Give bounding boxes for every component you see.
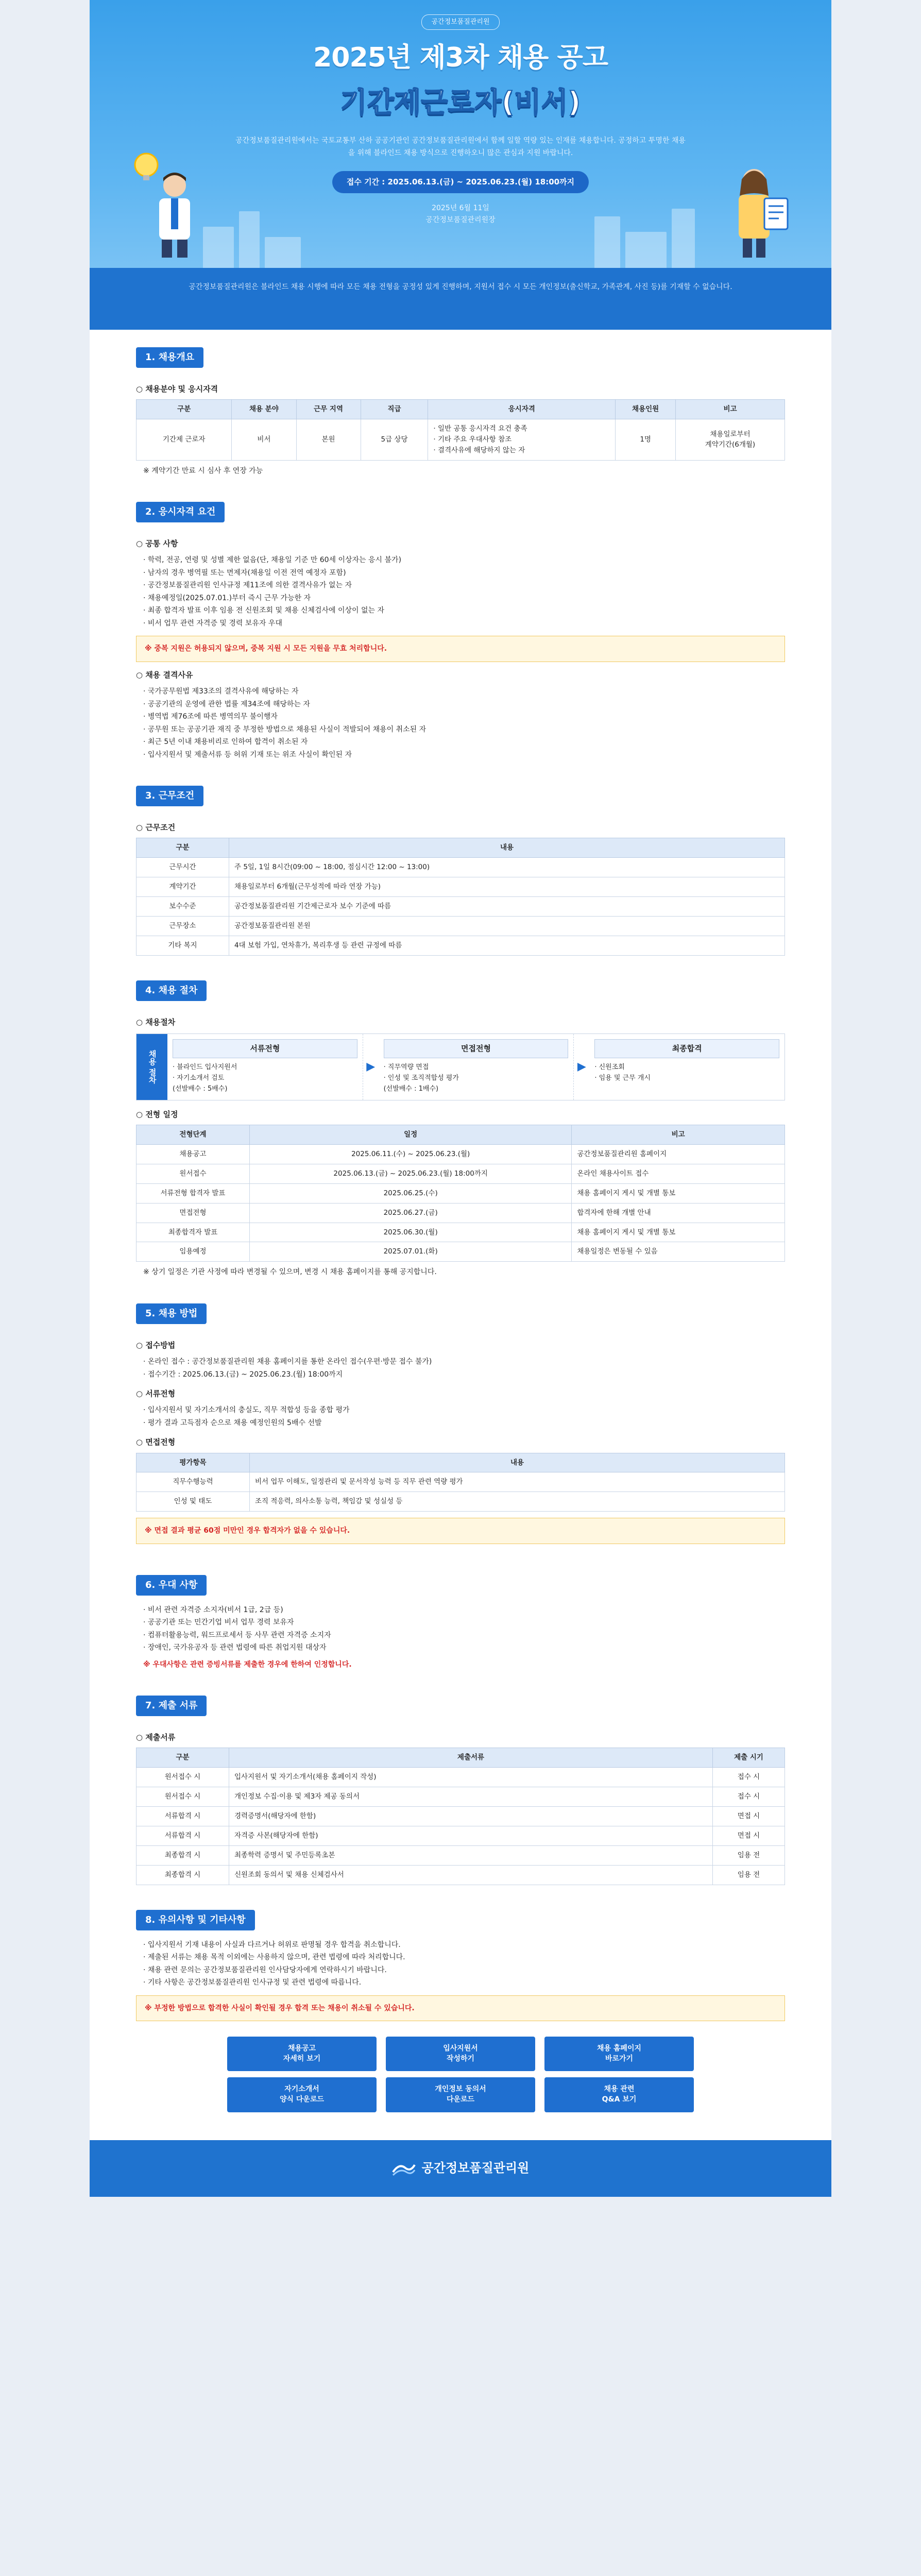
table-cell: 신원조회 동의서 및 채용 신체검사서 (229, 1865, 713, 1885)
action-buttons (136, 2037, 785, 2112)
warning-box (136, 1518, 785, 1544)
warning-box (136, 636, 785, 662)
org-logo-icon (392, 2161, 416, 2176)
table-header: 평가항목 (137, 1453, 250, 1472)
table-cell: 공간정보품질관리원 홈페이지 (572, 1144, 785, 1164)
table-row (137, 858, 785, 877)
warning-span: ※ 우대사항은 관련 증빙서류를 제출한 경우에 한하여 인정합니다. (143, 1660, 352, 1669)
list-item: · 장애인, 국가유공자 등 관련 법령에 따른 취업지원 대상자 (136, 1641, 785, 1654)
list-item: · 입사지원서 및 제출서류 등 허위 기재 또는 위조 사실이 확인된 자 (136, 749, 785, 761)
table-cell: 조직 적응력, 의사소통 능력, 책임감 및 성실성 등 (250, 1492, 785, 1512)
table-cell: · 일반 공통 응시자격 요건 충족 · 기타 주요 우대사항 참조 · 결격사유에 해당하지 않는 자 (428, 419, 616, 461)
privacy-consent-download-button[interactable]: 개인정보 동의서 다운로드 (386, 2077, 535, 2112)
table-row (137, 897, 785, 917)
table-cell: 공간정보품질관리원 기간제근로자 보수 기준에 따름 (229, 897, 785, 917)
table-cell: 2025.06.30.(월) (250, 1223, 572, 1242)
table-cell: 임용 전 (713, 1865, 785, 1885)
table-header: 내용 (229, 838, 785, 858)
table-cell: 본원 (296, 419, 361, 461)
section-title: 1. 채용개요 (136, 347, 203, 368)
cover-letter-download-button[interactable]: 자기소개서 양식 다운로드 (227, 2077, 377, 2112)
table-cell: 채용공고 (137, 1144, 250, 1164)
table-cell: 인성 및 태도 (137, 1492, 250, 1512)
warning-box (136, 1995, 785, 2022)
person-with-document-icon (718, 149, 795, 258)
section-working-conditions (90, 768, 831, 963)
list-item: · 비서 업무 관련 자격증 및 경력 보유자 우대 (136, 617, 785, 630)
table-header: 채용인원 (616, 400, 676, 419)
table-cell: 주 5일, 1일 8시간(09:00 ~ 18:00, 점심시간 12:00 ~ 13:00) (229, 858, 785, 877)
table-row (137, 1203, 785, 1223)
subsection-title: ○ 면접전형 (136, 1436, 785, 1448)
table-row (137, 419, 785, 461)
table-row (137, 1472, 785, 1492)
table-cell: 원서접수 시 (137, 1787, 229, 1807)
list-item: · 공무원 또는 공공기관 재직 중 부정한 방법으로 채용된 사실이 적발되어 채용이 취소된 자 (136, 723, 785, 736)
table-cell: 온라인 채용사이트 접수 (572, 1164, 785, 1183)
table-header: 제출 시기 (713, 1748, 785, 1768)
table-row (137, 1223, 785, 1242)
arrow-right-icon: ▶ (577, 1060, 586, 1073)
table-cell: 2025.06.27.(금) (250, 1203, 572, 1223)
subsection-title: ○ 채용분야 및 응시자격 (136, 383, 785, 395)
table-cell: 개인정보 수집·이용 및 제3자 제공 동의서 (229, 1787, 713, 1807)
application-period: 접수 기간 : 2025.06.13.(금) ~ 2025.06.23.(월) 18:00까지 (332, 171, 589, 193)
list-item: · 입사지원서 및 자기소개서의 충실도, 직무 적합성 등을 종합 평가 (136, 1404, 785, 1417)
table-cell: 서류합격 시 (137, 1826, 229, 1846)
section-notes (90, 1892, 831, 2140)
position-table (136, 399, 785, 461)
list-item: · 입사지원서 기재 내용이 사실과 다르거나 허위로 판명될 경우 합격을 취소합니다. (136, 1939, 785, 1952)
list-item: · 제출된 서류는 채용 목적 이외에는 사용하지 않으며, 관련 법령에 따라 처리합니다. (136, 1951, 785, 1964)
table-cell: 채용일로부터 6개월(근무성적에 따라 연장 가능) (229, 877, 785, 897)
table-cell: 비서 업무 이해도, 일정관리 및 문서작성 능력 등 직무 관련 역량 평가 (250, 1472, 785, 1492)
section-procedure (90, 963, 831, 1286)
note-text: ※ 상기 일정은 기관 사정에 따라 변경될 수 있으며, 변경 시 채용 홈페이지를 통해 공지합니다. (143, 1268, 437, 1277)
table-header: 채용 분야 (232, 400, 296, 419)
section-eligibility (90, 484, 831, 768)
hero-intro: 공간정보품질관리원에서는 국토교통부 산하 공공기관인 공간정보품질관리원에서 함께 일할 역량 있는 인재를 채용합니다. 공정하고 투명한 채용을 위해 블라인드 채용 방식으로 진행하오니 많은 관심과 지원 바랍니다. (235, 137, 686, 158)
table-cell: 근무시간 (137, 858, 229, 877)
hero-subtitle: 기간제근로자(비서) (340, 86, 581, 118)
table-row (137, 1492, 785, 1512)
table-cell: 합격자에 한해 개별 안내 (572, 1203, 785, 1223)
table-header: 구분 (137, 400, 232, 419)
table-row (137, 1144, 785, 1164)
section-overview (90, 330, 831, 484)
table-cell: 2025.06.11.(수) ~ 2025.06.23.(월) (250, 1144, 572, 1164)
list-item: · 최종 합격자 발표 이후 임용 전 신원조회 및 채용 신체검사에 이상이 없는 자 (136, 604, 785, 617)
table-cell: 5급 상당 (361, 419, 428, 461)
table-header: 직급 (361, 400, 428, 419)
arrow-right-icon: ▶ (366, 1060, 376, 1073)
table-row (137, 1845, 785, 1865)
section-title: 3. 근무조건 (136, 786, 203, 806)
warning-text: ※ 중복 지원은 허용되지 않으며, 중복 지원 시 모든 지원을 무효 처리합니다. (145, 645, 387, 653)
table-cell: 임용예정 (137, 1242, 250, 1262)
section-documents (90, 1678, 831, 1892)
table-row (137, 877, 785, 897)
table-cell: 1명 (616, 419, 676, 461)
recruitment-notice (90, 0, 831, 2197)
list-item: · 채용 관련 문의는 공간정보품질관리원 인사담당자에게 연락하시기 바랍니다. (136, 1964, 785, 1977)
person-with-lightbulb-icon (126, 149, 203, 258)
list-item: · 최근 5년 이내 채용비리로 인하여 합격이 취소된 자 (136, 736, 785, 749)
section-title: 2. 응시자격 요건 (136, 502, 225, 522)
table-header: 구분 (137, 838, 229, 858)
subsection-title: ○ 채용 결격사유 (136, 669, 785, 681)
table-cell: 기타 복지 (137, 936, 229, 955)
list-item: · 공간정보품질관리원 인사규정 제11조에 의한 결격사유가 없는 자 (136, 579, 785, 592)
list-item: · 공공기관 또는 민간기업 비서 업무 경력 보유자 (136, 1616, 785, 1629)
procedure-flow (136, 1033, 785, 1100)
list-item: · 비서 관련 자격증 소지자(비서 1급, 2급 등) (136, 1604, 785, 1617)
table-header: 내용 (250, 1453, 785, 1472)
hero-banner (90, 0, 831, 330)
subsection-title: ○ 접수방법 (136, 1340, 785, 1351)
table-cell: 채용 홈페이지 게시 및 개별 통보 (572, 1223, 785, 1242)
step-description: · 신원조회 · 임용 및 근무 개시 (594, 1063, 651, 1082)
table-cell: 채용 홈페이지 게시 및 개별 통보 (572, 1183, 785, 1203)
table-cell: 임용 전 (713, 1845, 785, 1865)
list-item: · 평가 결과 고득점자 순으로 채용 예정인원의 5배수 선발 (136, 1417, 785, 1430)
procedure-label: 채용 절차 (137, 1034, 167, 1100)
schedule-table (136, 1125, 785, 1262)
section-method (90, 1286, 831, 1557)
table-row (137, 1183, 785, 1203)
table-cell: 입사지원서 및 자기소개서(채용 홈페이지 작성) (229, 1768, 713, 1787)
table-cell: 직무수행능력 (137, 1472, 250, 1492)
list-item: · 기타 사항은 공간정보품질관리원 인사규정 및 관련 법령에 따릅니다. (136, 1976, 785, 1989)
step-title: 최종합격 (594, 1039, 779, 1058)
section-title: 7. 제출 서류 (136, 1696, 207, 1716)
table-cell: 원서접수 시 (137, 1768, 229, 1787)
table-cell: 2025.06.13.(금) ~ 2025.06.23.(월) 18:00까지 (250, 1164, 572, 1183)
subsection-title: ○ 서류전형 (136, 1388, 785, 1400)
list-item: · 남자의 경우 병역필 또는 면제자(채용일 이전 전역 예정자 포함) (136, 567, 785, 580)
page-footer (90, 2140, 831, 2197)
table-cell: 비서 (232, 419, 296, 461)
table-cell: 4대 보험 가입, 연차휴가, 복리후생 등 관련 규정에 따름 (229, 936, 785, 955)
announcement-info: 2025년 6월 11일 공간정보품질관리원장 (425, 204, 496, 224)
recruit-homepage-button[interactable]: 채용 홈페이지 바로가기 (544, 2037, 694, 2071)
table-cell: 최종합격자 발표 (137, 1223, 250, 1242)
list-item: · 접수기간 : 2025.06.13.(금) ~ 2025.06.23.(월) 18:00까지 (136, 1368, 785, 1381)
step-description: · 블라인드 입사지원서 · 자기소개서 검토 (선발배수 : 5배수) (173, 1063, 237, 1093)
list-item: · 공공기관의 운영에 관한 법률 제34조에 해당하는 자 (136, 698, 785, 711)
hero-title: 2025년 제3차 채용 공고 (313, 42, 608, 74)
section-title: 6. 우대 사항 (136, 1575, 207, 1596)
list-item: · 국가공무원법 제33조의 결격사유에 해당하는 자 (136, 685, 785, 698)
table-row (137, 1807, 785, 1826)
table-row (137, 1787, 785, 1807)
table-header: 비고 (675, 400, 784, 419)
subsection-title: ○ 전형 일정 (136, 1109, 785, 1121)
table-header: 제출서류 (229, 1748, 713, 1768)
list-item: · 채용예정일(2025.07.01.)부터 즉시 근무 가능한 자 (136, 592, 785, 605)
table-cell: 최종학력 증명서 및 주민등록초본 (229, 1845, 713, 1865)
step-title: 서류전형 (173, 1039, 357, 1058)
list-item: · 병역법 제76조에 따른 병역의무 불이행자 (136, 710, 785, 723)
hero-footer-note: 공간정보품질관리원은 블라인드 채용 시행에 따라 모든 채용 전형을 공정성 있게 진행하며, 지원서 접수 시 모든 개인정보(출신학교, 가족관계, 사진 등)를 기재할 수 없습니다. (90, 268, 831, 330)
table-cell: 면접전형 (137, 1203, 250, 1223)
table-cell: 면접 시 (713, 1807, 785, 1826)
table-cell: 채용일정은 변동될 수 있음 (572, 1242, 785, 1262)
qna-button[interactable]: 채용 관련 Q&A 보기 (544, 2077, 694, 2112)
table-row (137, 1865, 785, 1885)
table-cell: 접수 시 (713, 1787, 785, 1807)
section-title: 5. 채용 방법 (136, 1303, 207, 1324)
step-final (589, 1034, 784, 1100)
table-cell: 최종합격 시 (137, 1845, 229, 1865)
interview-table (136, 1453, 785, 1512)
table-row (137, 936, 785, 955)
notice-detail-button[interactable]: 채용공고 자세히 보기 (227, 2037, 377, 2071)
table-header: 전형단계 (137, 1125, 250, 1144)
table-header: 비고 (572, 1125, 785, 1144)
table-row (137, 1242, 785, 1262)
table-cell: 2025.07.01.(화) (250, 1242, 572, 1262)
table-cell: 기간제 근로자 (137, 419, 232, 461)
table-cell: 서류전형 합격자 발표 (137, 1183, 250, 1203)
apply-form-button[interactable]: 입사지원서 작성하기 (386, 2037, 535, 2071)
table-row (137, 1164, 785, 1183)
table-cell: 최종합격 시 (137, 1865, 229, 1885)
subsection-title: ○ 채용절차 (136, 1016, 785, 1028)
table-row (137, 1826, 785, 1846)
step-description: · 직무역량 면접 · 인성 및 조직적합성 평가 (선발배수 : 1배수) (383, 1063, 459, 1093)
step-interview (379, 1034, 574, 1100)
note-text: ※ 계약기간 만료 시 심사 후 연장 가능 (143, 466, 263, 475)
step-document-screening (167, 1034, 363, 1100)
footer-org-name: 공간정보품질관리원 (421, 2160, 530, 2175)
table-row (137, 917, 785, 936)
documents-table (136, 1748, 785, 1885)
section-preferences (90, 1557, 831, 1678)
table-header: 구분 (137, 1748, 229, 1768)
step-title: 면접전형 (384, 1039, 569, 1058)
subsection-title: ○ 제출서류 (136, 1732, 785, 1743)
table-cell: 2025.06.25.(수) (250, 1183, 572, 1203)
list-item: · 컴퓨터활용능력, 워드프로세서 등 사무 관련 자격증 소지자 (136, 1629, 785, 1642)
table-row (137, 1768, 785, 1787)
table-cell: 공간정보품질관리원 본원 (229, 917, 785, 936)
table-cell: 근무장소 (137, 917, 229, 936)
table-cell: 경력증명서(해당자에 한함) (229, 1807, 713, 1826)
table-cell: 채용일로부터 계약기간(6개월) (675, 419, 784, 461)
list-item: · 온라인 접수 : 공간정보품질관리원 채용 홈페이지를 통한 온라인 접수(우편·방문 접수 불가) (136, 1355, 785, 1368)
table-header: 일정 (250, 1125, 572, 1144)
table-cell: 계약기간 (137, 877, 229, 897)
table-header: 응시자격 (428, 400, 616, 419)
org-badge: 공간정보품질관리원 (421, 14, 499, 30)
section-title: 8. 유의사항 및 기타사항 (136, 1910, 255, 1930)
table-cell: 자격증 사본(해당자에 한함) (229, 1826, 713, 1846)
table-cell: 보수수준 (137, 897, 229, 917)
conditions-table (136, 838, 785, 956)
table-header: 근무 지역 (296, 400, 361, 419)
subsection-title: ○ 공통 사항 (136, 538, 785, 550)
section-title: 4. 채용 절차 (136, 980, 207, 1001)
list-item: · 학력, 전공, 연령 및 성별 제한 없음(단, 채용일 기준 만 60세 이상자는 응시 불가) (136, 554, 785, 567)
warning-text: ※ 부정한 방법으로 합격한 사실이 확인될 경우 합격 또는 채용이 취소될 수 있습니다. (145, 2004, 415, 2012)
table-cell: 면접 시 (713, 1826, 785, 1846)
subsection-title: ○ 근무조건 (136, 822, 785, 834)
table-cell: 서류합격 시 (137, 1807, 229, 1826)
warning-text (136, 1658, 785, 1671)
table-cell: 접수 시 (713, 1768, 785, 1787)
warning-text: ※ 면접 결과 평균 60점 미만인 경우 합격자가 없을 수 있습니다. (145, 1527, 350, 1535)
table-cell: 원서접수 (137, 1164, 250, 1183)
